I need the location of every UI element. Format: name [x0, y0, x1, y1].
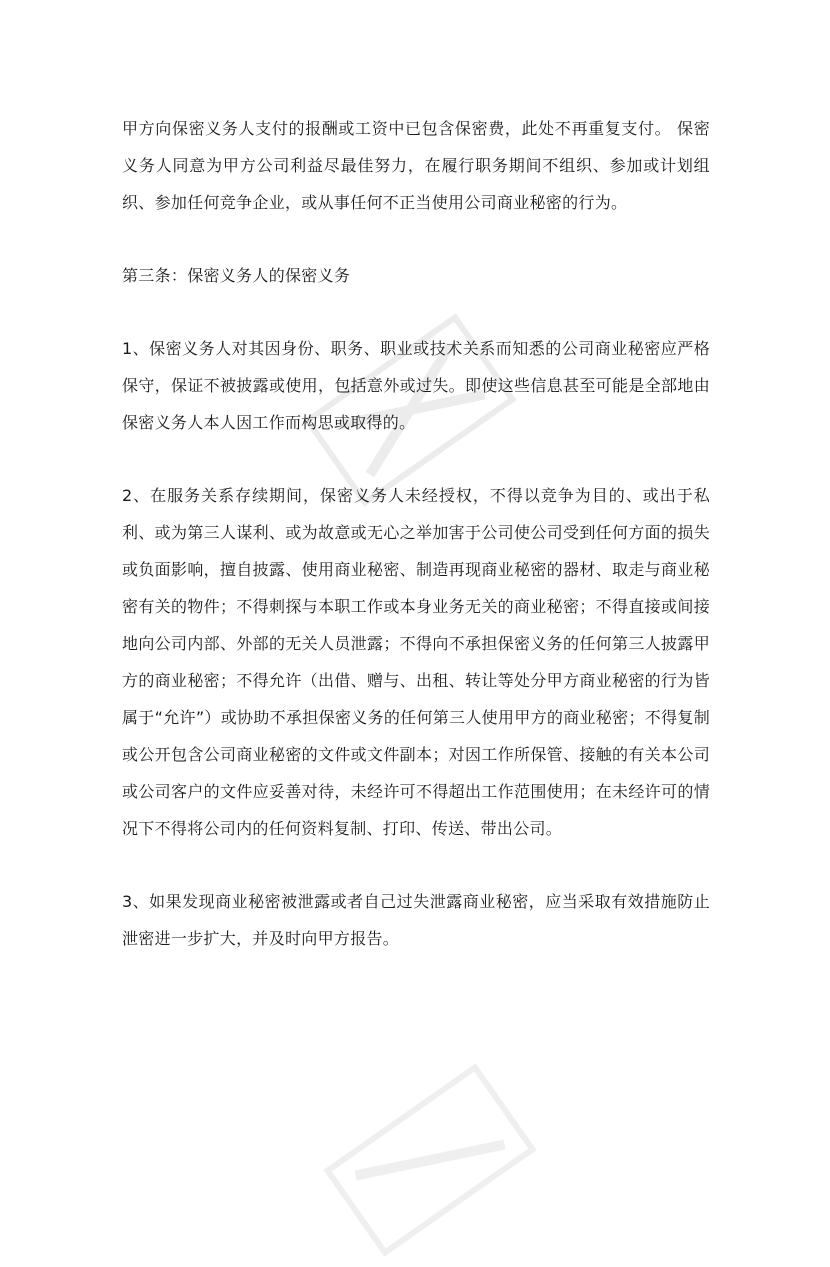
paragraph-clause-1: 1、保密义务人对其因身份、职务、职业或技术关系而知悉的公司商业秘密应严格保守，保证不被披露或使用，包括意外或过失。即使这些信息甚至可能是全部地由保密义务人本人因工作而构思或取得的。 [122, 339, 710, 432]
watermark-bottom-icon [314, 1053, 547, 1266]
paragraph-intro: 甲方向保密义务人支付的报酬或工资中已包含保密费，此处不再重复支付。 保密义务人同意为甲方公司利益尽最佳努力，在履行职务期间不组织、参加或计划组织、参加任何竞争企业，或从事任何不正当使用公司商业秘密的行为。 [122, 119, 710, 212]
document-body [122, 110, 710, 993]
section-heading-article-3: 第三条：保密义务人的保密义务 [122, 266, 351, 285]
paragraph-clause-3: 3、如果发现商业秘密被泄露或者自己过失泄露商业秘密，应当采取有效措施防止泄密进一步扩大，并及时向甲方报告。 [122, 892, 710, 948]
paragraph-clause-2: 2、在服务关系存续期间，保密义务人未经授权，不得以竞争为目的、或出于私利、或为第三人谋利、或为故意或无心之举加害于公司使公司受到任何方面的损失或负面影响，擅自披露、使用商业秘密、制造再现商业秘密的器材、取走与商业秘密有关的物件；不得刺探与本职工作或本身业务无关的商业秘密；不得直接或间接地向公司内部、外部的无关人员泄露；不得向不承担保密义务的任何第三人披露甲方的商业秘密；不得允许（出借、赠与、出租、转让等处分甲方商业秘密的行为皆属于“允许”）或协助不承担保密义务的任何第三人使用甲方的商业秘密；不得复制或公开包含公司商业秘密的文件或文件副本；对因工作所保管、接触的有关本公司或公司客户的文件应妥善对待，未经许可不得超出工作范围使用；在未经许可的情况下不得将公司内的任何资料复制、打印、传送、带出公司。 [122, 486, 710, 838]
